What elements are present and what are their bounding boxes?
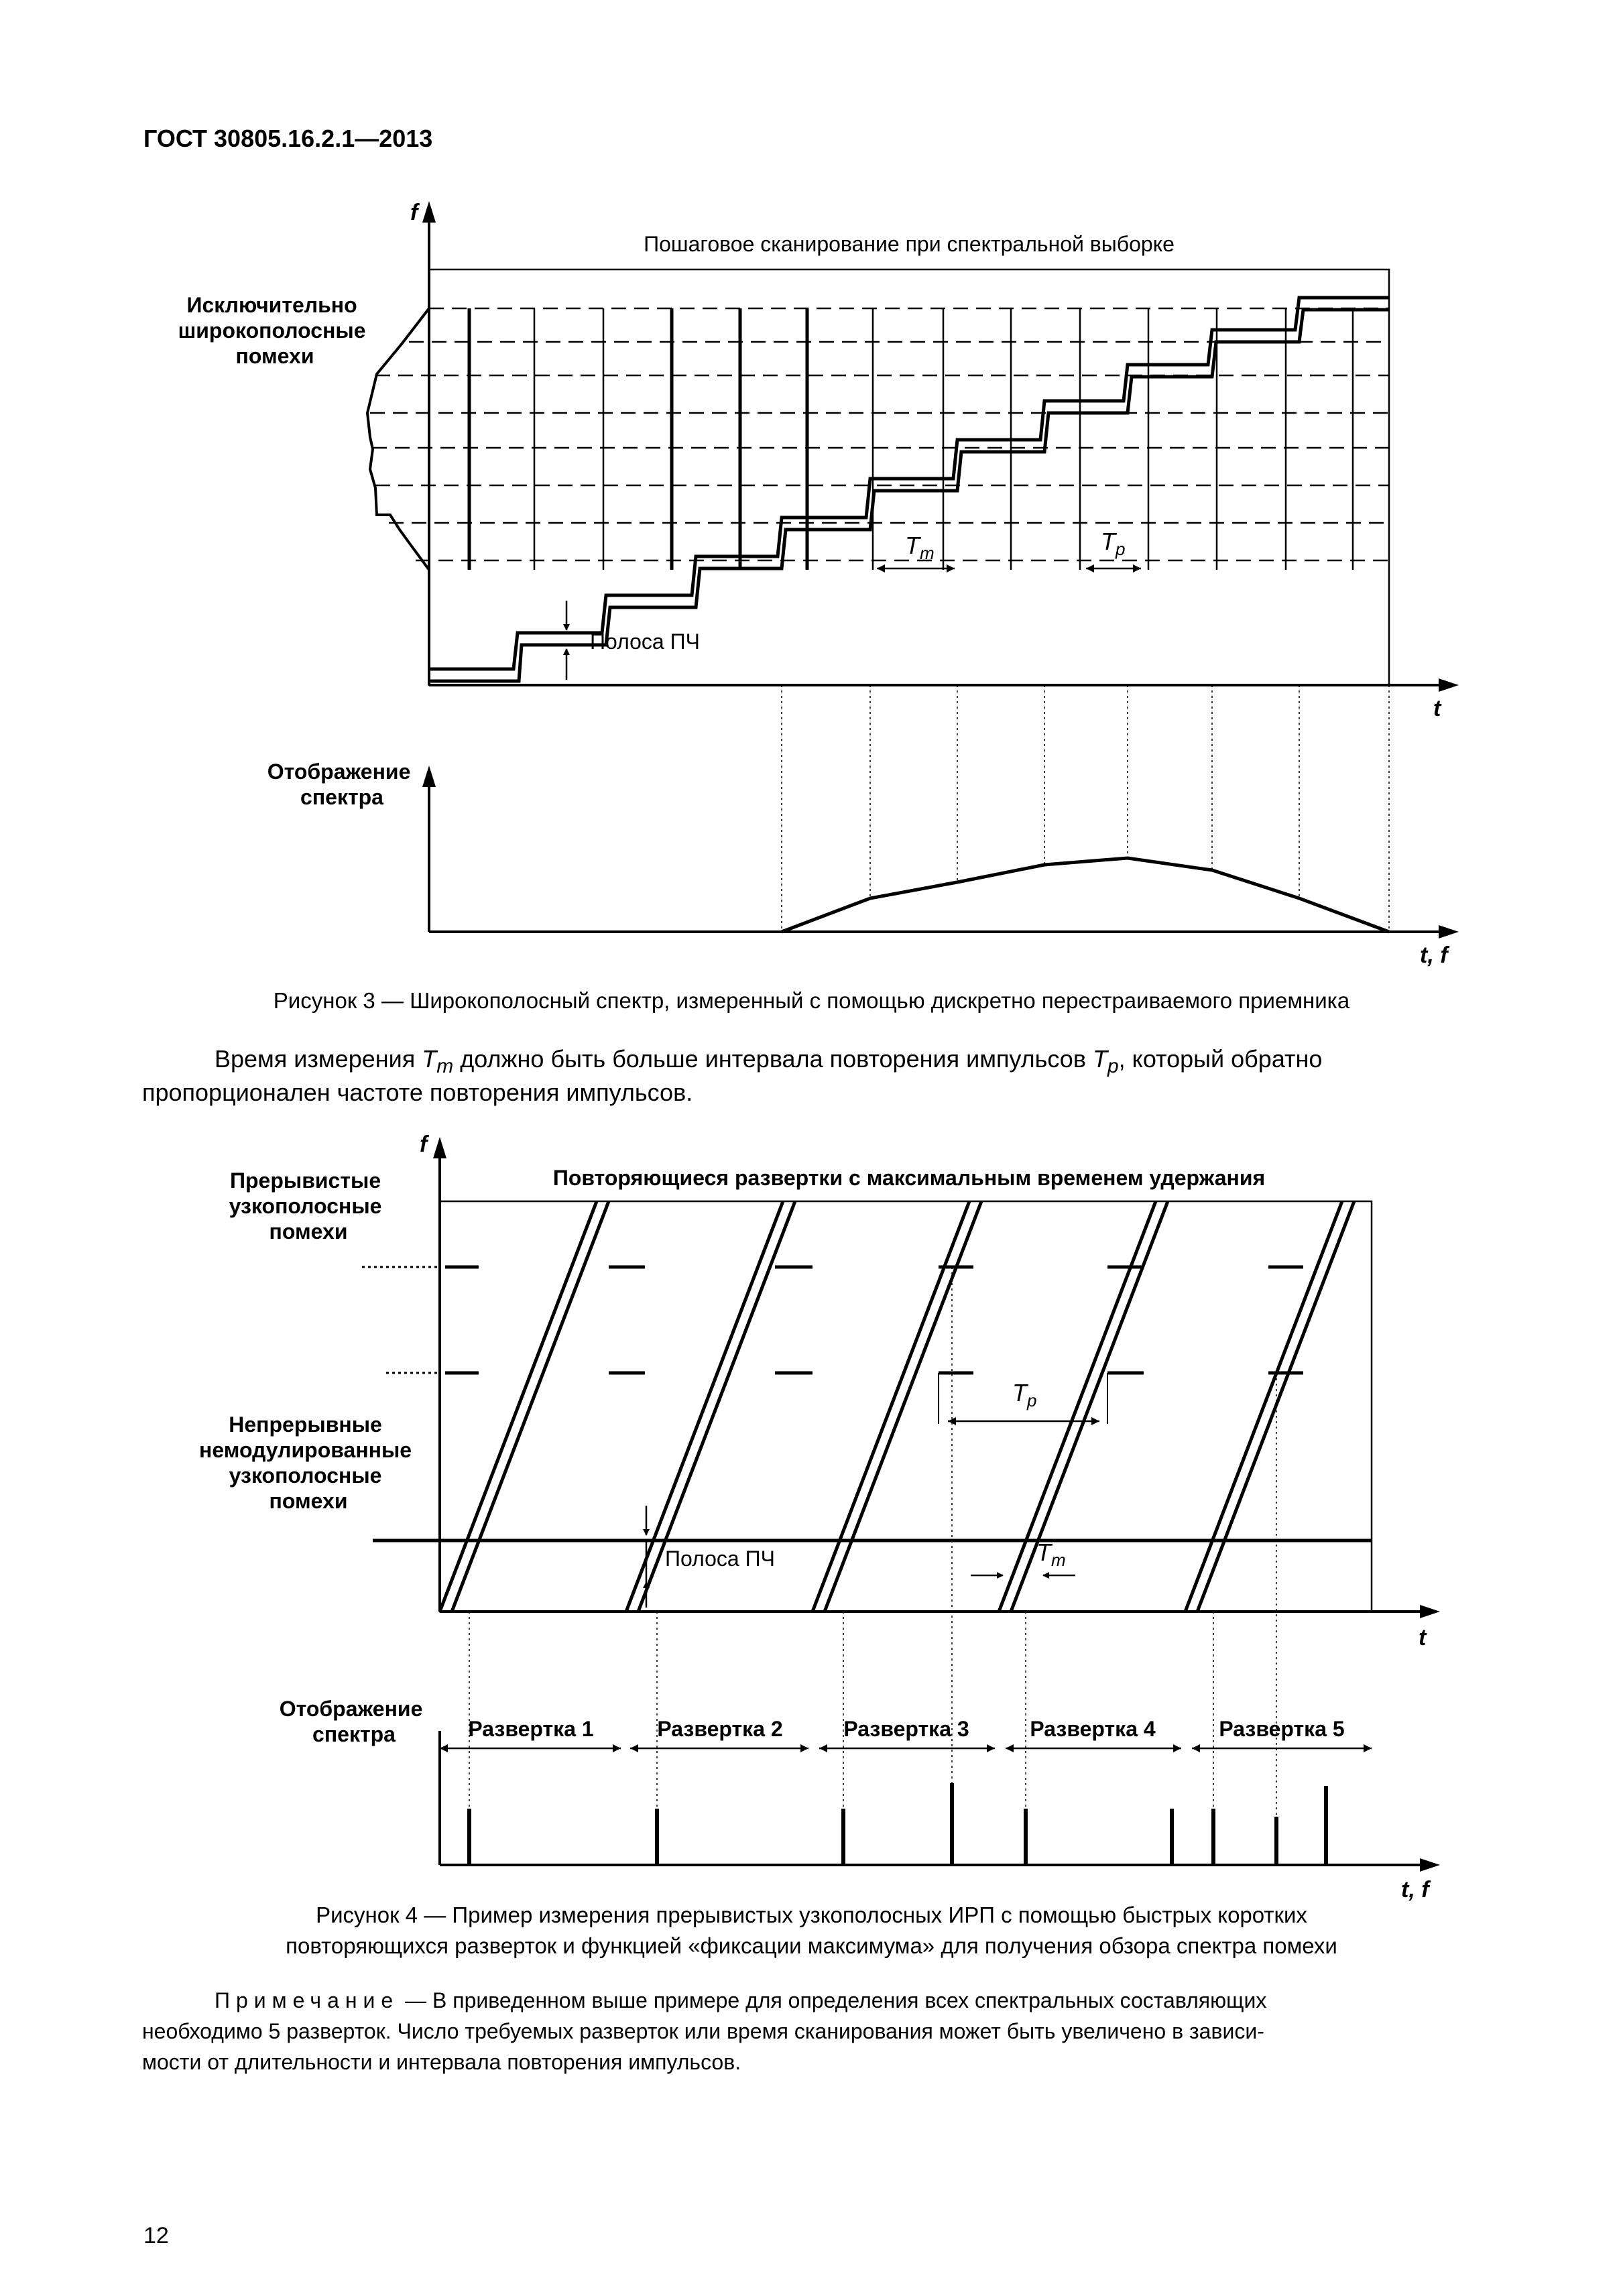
fig3-projection-lines	[782, 685, 1389, 932]
fig3-t-label: t	[1433, 696, 1441, 721]
fig3-wideband-envelope	[367, 308, 429, 570]
fig4-display-axis-h-arrow	[1420, 1858, 1440, 1872]
document-header: ГОСТ 30805.16.2.1—2013	[143, 125, 433, 152]
fig3-display-axis-h-arrow	[1439, 925, 1459, 939]
fig4-intermittent-label: Прерывистые узкополосные помехи	[229, 1168, 382, 1244]
note-line-2: необходимо 5 разверток. Число требуемых разверток или время сканирования может быть увеличено в зависи-	[142, 2019, 1264, 2043]
figure-4	[199, 1132, 1440, 1902]
fig3-tp-label: $T_p$	[1101, 528, 1126, 559]
figure-4-caption-line-1: Рисунок 4 — Пример измерения прерывистых узкополосных ИРП с помощью быстрых коротких	[316, 1902, 1307, 1927]
figure-3-caption: Рисунок 3 — Широкополосный спектр, измеренный с помощью дискретно перестраиваемого приемника	[273, 988, 1350, 1013]
paragraph-line-2: пропорционален частоте повторения импульсов.	[142, 1079, 693, 1106]
fig3-tf-label: t, f	[1420, 943, 1448, 968]
fig3-spectrum-curve	[782, 858, 1389, 932]
fig3-tm-label: $T_m$	[905, 532, 935, 563]
fig4-sweep-diagonals	[440, 1201, 1354, 1612]
fig3-staircase	[429, 298, 1389, 681]
fig3-t-axis-arrow	[1439, 678, 1459, 692]
fig4-title: Повторяющиеся развертки с максимальным временем удержания	[552, 1166, 1266, 1190]
note-line-3: мости от длительности и интервала повторения импульсов.	[142, 2050, 741, 2074]
fig3-display-axis-v-arrow	[422, 766, 436, 787]
fig3-dashed-levels	[370, 308, 1389, 560]
fig3-title: Пошаговое сканирование при спектральной выборке	[644, 232, 1175, 256]
fig4-f-label: f	[420, 1132, 428, 1157]
fig4-f-axis-arrow	[433, 1137, 446, 1158]
fig3-f-axis-arrow	[422, 201, 436, 223]
fig4-tm-label: $T_m$	[1036, 1538, 1066, 1570]
fig3-pulse-lines-thick	[469, 308, 807, 570]
paragraph-line-1: Время измерения $T_m$ должно быть больше интервала повторения импульсов $T_p$, который обратно	[215, 1045, 1323, 1078]
figure-4-caption-line-2: повторяющихся разверток и функцией «фиксации максимума» для получения обзора спектра помехи	[286, 1933, 1337, 1958]
fig4-t-label: t	[1419, 1625, 1427, 1650]
fig4-display-label: Отображение спектра	[279, 1697, 423, 1746]
page-number: 12	[143, 2223, 169, 2248]
fig4-tf-label: t, f	[1401, 1877, 1429, 1902]
fig3-f-label: f	[410, 200, 418, 225]
fig3-display-label: Отображение спектра	[267, 760, 411, 809]
sweep-label-2: Развертка 2	[657, 1717, 783, 1741]
note-line-1: Примечание — В приведенном выше примере для определения всех спектральных составляющих	[215, 1988, 1267, 2012]
sweep-label-1: Развертка 1	[468, 1717, 594, 1741]
sweep-label-3: Развертка 3	[843, 1717, 969, 1741]
fig4-projection-lines	[469, 1267, 1276, 1865]
fig3-pulse-lines-thin	[534, 308, 1353, 570]
fig4-if-band-label: Полоса ПЧ	[665, 1547, 775, 1571]
fig4-tp-label: $T_p$	[1012, 1379, 1037, 1410]
fig3-if-band-label: Полоса ПЧ	[590, 629, 700, 654]
fig4-intermittent-leaders	[362, 1267, 440, 1373]
fig4-spectral-lines	[469, 1783, 1326, 1865]
fig4-intermittent-dashes	[445, 1267, 1303, 1373]
fig4-continuous-label: Непрерывные немодулированные узкополосные помехи	[199, 1412, 412, 1513]
figure-3	[178, 200, 1459, 968]
fig4-frame	[440, 1201, 1372, 1612]
sweep-label-4: Развертка 4	[1030, 1717, 1156, 1741]
fig3-wideband-label: Исключительно широкополосные помехи	[178, 293, 366, 368]
fig4-t-axis-arrow	[1420, 1605, 1440, 1618]
sweep-label-5: Развертка 5	[1219, 1717, 1345, 1741]
